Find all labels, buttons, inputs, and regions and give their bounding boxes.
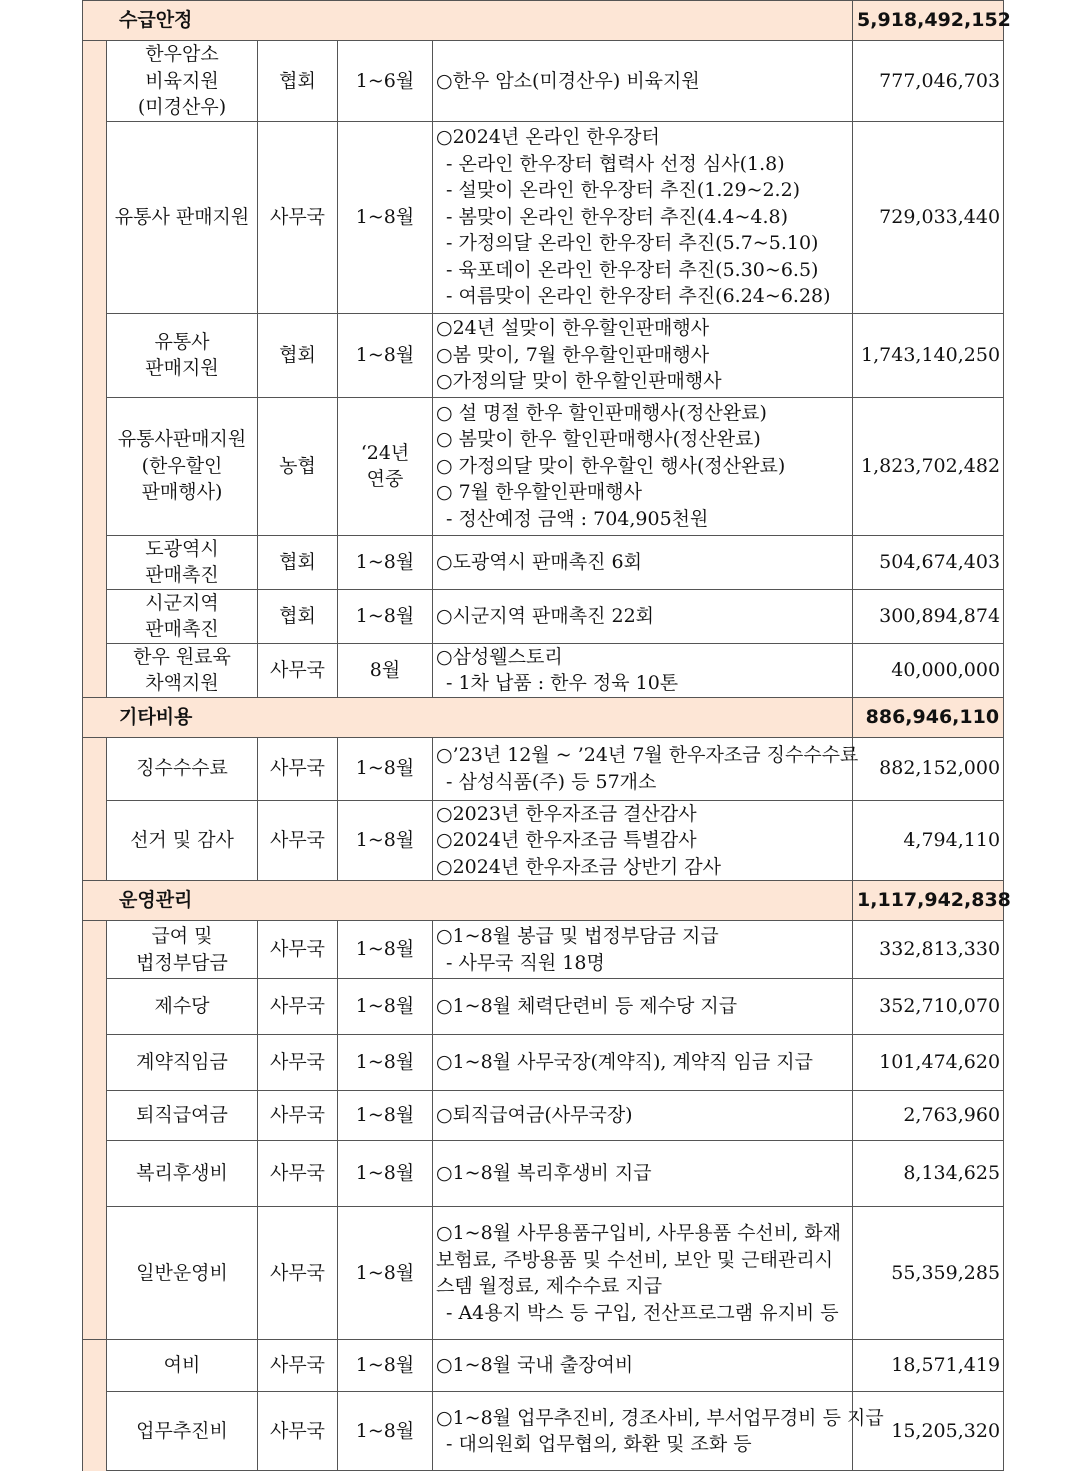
cell-line: 1~8월	[355, 550, 415, 573]
cell-line: 1~8월	[355, 604, 415, 627]
dept-cell	[258, 397, 338, 535]
section-total: 886,946,110	[853, 697, 1004, 737]
amount-cell: 504,674,403	[853, 535, 1004, 589]
indent-bar	[83, 643, 107, 697]
cell-line: 사무국	[269, 1419, 326, 1442]
table-row	[83, 979, 1004, 1035]
period-cell	[338, 1207, 433, 1340]
cell-line: 징수수수료	[136, 757, 228, 780]
item-cell	[107, 313, 258, 397]
dept-cell	[258, 1035, 338, 1091]
dept-cell	[258, 921, 338, 979]
cell-line: 한우암소	[145, 43, 219, 65]
indent-bar	[83, 737, 107, 800]
cell-line: 유통사	[154, 330, 210, 353]
table-row	[83, 800, 1004, 881]
item-cell	[107, 1207, 258, 1340]
period-cell	[338, 921, 433, 979]
detail-cell	[433, 1207, 853, 1340]
detail-cell	[433, 737, 859, 800]
detail-cell	[433, 313, 853, 397]
item-cell	[107, 1035, 258, 1091]
cell-line: 연중	[366, 468, 404, 490]
dept-cell	[258, 1141, 338, 1207]
item-cell	[107, 921, 258, 979]
indent-bar	[83, 397, 107, 535]
dept-cell	[258, 535, 338, 589]
cell-line: 사무국	[269, 938, 326, 961]
table-row	[83, 921, 1004, 979]
cell-line: ○ 봄맞이 한우 할인판매행사(정산완료)	[436, 428, 761, 451]
amount-cell: 40,000,000	[853, 643, 1004, 697]
cell-line: ○2024년 한우자조금 상반기 감사	[436, 855, 721, 878]
cell-line: 제수당	[154, 995, 210, 1018]
detail-cell	[433, 643, 853, 697]
section-title: 수급안정	[83, 1, 853, 41]
section-title: 운영관리	[83, 881, 853, 921]
table-row	[83, 643, 1004, 697]
period-cell	[338, 589, 433, 643]
cell-line: ○24년 설맞이 한우할인판매행사	[436, 317, 710, 340]
cell-line: 판매지원	[145, 357, 219, 379]
period-cell	[338, 535, 433, 589]
item-cell	[107, 643, 258, 697]
cell-line: 선거 및 감사	[130, 829, 234, 851]
amount-cell: 729,033,440	[853, 121, 1004, 313]
cell-line: 1~8월	[355, 343, 415, 366]
table-row	[83, 1091, 1004, 1141]
cell-line: 급여 및	[151, 925, 213, 947]
cell-line: 1~8월	[355, 757, 415, 780]
cell-line: ○1~8월 사무용품구입비, 사무용품 수선비, 화재보험료, 주방용품 및 수선비, 보안 및 근태관리시스템 월정료, 제수수료 지급	[436, 1222, 841, 1297]
cell-line: 사무국	[269, 757, 326, 780]
cell-line: 1~8월	[355, 1104, 415, 1127]
period-cell	[338, 979, 433, 1035]
detail-cell	[433, 121, 853, 313]
dept-cell	[258, 1091, 338, 1141]
cell-line: (미경산우)	[137, 96, 227, 118]
indent-bar	[83, 1207, 107, 1340]
amount-cell: 101,474,620	[853, 1035, 1004, 1091]
dept-cell	[258, 643, 338, 697]
dept-cell	[258, 313, 338, 397]
detail-cell	[433, 1035, 853, 1091]
cell-line: ○시군지역 판매촉진 22회	[436, 604, 655, 627]
cell-line: - 정산예정 금액 : 704,905천원	[446, 507, 709, 530]
period-cell	[338, 313, 433, 397]
cell-line: 사무국	[269, 658, 326, 681]
cell-line: ○한우 암소(미경산우) 비육지원	[436, 69, 700, 92]
cell-line: 1~8월	[355, 995, 415, 1018]
cell-line: - 여름맞이 온라인 한우장터 추진(6.24~6.28)	[446, 285, 831, 308]
cell-line: 농협	[279, 454, 316, 477]
cell-line: 1~8월	[355, 1419, 415, 1442]
detail-cell	[433, 589, 853, 643]
indent-bar	[83, 535, 107, 589]
item-cell	[107, 800, 258, 881]
amount-cell: 1,823,702,482	[853, 397, 1004, 535]
cell-line: - 설맞이 온라인 한우장터 추진(1.29~2.2)	[446, 179, 801, 202]
cell-line: 법정부담금	[136, 951, 228, 974]
cell-line: - 봄맞이 온라인 한우장터 추진(4.4~4.8)	[446, 205, 789, 228]
cell-line: 업무추진비	[136, 1419, 228, 1442]
period-cell	[338, 643, 433, 697]
cell-line: 일반운영비	[136, 1261, 228, 1284]
indent-bar	[83, 1392, 107, 1471]
cell-line: 1~8월	[355, 205, 415, 228]
indent-bar	[83, 313, 107, 397]
cell-line: ○가정의달 맞이 한우할인판매행사	[436, 370, 722, 393]
table-row	[83, 1141, 1004, 1207]
cell-line: 판매행사)	[141, 481, 223, 504]
indent-bar	[83, 979, 107, 1035]
item-cell	[107, 1392, 258, 1471]
cell-line: ○도광역시 판매촉진 6회	[436, 550, 642, 573]
dept-cell	[258, 1392, 338, 1471]
cell-line: ○ 설 명절 한우 할인판매행사(정산완료)	[436, 401, 767, 424]
cell-line: 사무국	[269, 995, 326, 1018]
detail-cell	[433, 1141, 853, 1207]
table-row	[83, 1392, 1004, 1471]
item-cell	[107, 41, 258, 122]
cell-line: ○2024년 온라인 한우장터	[436, 126, 660, 149]
period-cell	[338, 1392, 433, 1471]
cell-line: 도광역시	[145, 537, 219, 560]
detail-cell	[433, 535, 853, 589]
cell-line: ‘24년	[360, 441, 410, 464]
table-row	[83, 589, 1004, 643]
period-cell	[338, 1091, 433, 1141]
detail-cell	[433, 921, 853, 979]
section-total: 5,918,492,152	[853, 1, 1004, 41]
cell-line: ○2023년 한우자조금 결산감사	[436, 802, 697, 825]
section-header-row	[83, 697, 1004, 737]
period-cell	[338, 1141, 433, 1207]
indent-bar	[83, 41, 107, 122]
cell-line: 1~8월	[355, 938, 415, 961]
indent-bar	[83, 1340, 107, 1392]
cell-line: ○1~8월 체력단련비 등 제수당 지급	[436, 995, 738, 1018]
indent-bar	[83, 921, 107, 979]
dept-cell	[258, 121, 338, 313]
amount-cell: 2,763,960	[853, 1091, 1004, 1141]
amount-cell: 4,794,110	[853, 800, 1004, 881]
indent-bar	[83, 800, 107, 881]
table-row	[83, 313, 1004, 397]
cell-line: 판매촉진	[145, 564, 219, 586]
cell-line: 유통사판매지원	[117, 428, 247, 451]
section-title: 기타비용	[83, 697, 853, 737]
period-cell	[338, 121, 433, 313]
indent-bar	[83, 1141, 107, 1207]
item-cell	[107, 737, 258, 800]
cell-line: ○2024년 한우자조금 특별감사	[436, 829, 697, 851]
budget-table	[82, 0, 1011, 1471]
cell-line: 여비	[163, 1354, 201, 1377]
dept-cell	[258, 979, 338, 1035]
cell-line: 협회	[279, 343, 316, 366]
item-cell	[107, 979, 258, 1035]
item-cell	[107, 1340, 258, 1392]
amount-cell: 300,894,874	[853, 589, 1004, 643]
cell-line: ○’23년 12월 ~ ’24년 7월 한우자조금 징수수수료	[436, 744, 859, 766]
detail-cell	[433, 979, 853, 1035]
cell-line: ○1~8월 업무추진비, 경조사비, 부서업무경비 등 지급	[436, 1406, 884, 1429]
indent-bar	[83, 1035, 107, 1091]
cell-line: 1~8월	[355, 1261, 415, 1284]
dept-cell	[258, 41, 338, 122]
detail-cell	[433, 1392, 884, 1471]
table-row	[83, 737, 1004, 800]
amount-cell: 15,205,320	[853, 1392, 1004, 1471]
cell-line: - A4용지 박스 등 구입, 전산프로그램 유지비 등	[446, 1301, 839, 1324]
cell-line: ○1~8월 국내 출장여비	[436, 1354, 634, 1377]
cell-line: - 가정의달 온라인 한우장터 추진(5.7~5.10)	[446, 232, 819, 255]
cell-line: 복리후생비	[136, 1162, 228, 1185]
period-cell	[338, 41, 433, 122]
dept-cell	[258, 1340, 338, 1392]
detail-cell	[433, 1091, 853, 1141]
cell-line: 8월	[369, 658, 401, 681]
detail-cell	[433, 41, 853, 122]
section-header-row	[83, 1, 1004, 41]
item-cell	[107, 535, 258, 589]
period-cell	[338, 1340, 433, 1392]
item-cell	[107, 397, 258, 535]
cell-line: 차액지원	[145, 672, 219, 694]
dept-cell	[258, 737, 338, 800]
amount-cell: 1,743,140,250	[853, 313, 1004, 397]
cell-line: - 사무국 직원 18명	[446, 951, 605, 974]
cell-line: ○ 7월 한우할인판매행사	[436, 481, 642, 504]
amount-cell: 882,152,000	[853, 737, 1004, 800]
item-cell	[107, 1141, 258, 1207]
cell-line: 협회	[279, 69, 316, 92]
cell-line: - 1차 납품 : 한우 정육 10톤	[446, 672, 679, 694]
amount-cell: 332,813,330	[853, 921, 1004, 979]
item-cell	[107, 589, 258, 643]
table-row	[83, 121, 1004, 313]
table-row	[83, 1207, 1004, 1340]
amount-cell: 8,134,625	[853, 1141, 1004, 1207]
dept-cell	[258, 589, 338, 643]
cell-line: ○1~8월 복리후생비 지급	[436, 1162, 652, 1185]
cell-line: 사무국	[269, 1162, 326, 1185]
cell-line: - 대의원회 업무협의, 화환 및 조화 등	[446, 1433, 752, 1455]
cell-line: - 육포데이 온라인 한우장터 추진(5.30~6.5)	[446, 258, 819, 281]
table-row	[83, 41, 1004, 122]
cell-line: 1~8월	[355, 829, 415, 851]
dept-cell	[258, 800, 338, 881]
cell-line: 협회	[279, 604, 316, 627]
cell-line: 사무국	[269, 1051, 326, 1074]
cell-line: 1~6월	[355, 69, 415, 92]
period-cell	[338, 800, 433, 881]
amount-cell: 777,046,703	[853, 41, 1004, 122]
amount-cell: 55,359,285	[853, 1207, 1004, 1340]
cell-line: 사무국	[269, 1354, 326, 1377]
cell-line: ○봄 맞이, 7월 한우할인판매행사	[436, 343, 710, 366]
cell-line: 1~8월	[355, 1354, 415, 1377]
cell-line: - 삼성식품(주) 등 57개소	[446, 770, 657, 793]
amount-cell: 352,710,070	[853, 979, 1004, 1035]
cell-line: 사무국	[269, 205, 326, 228]
detail-cell	[433, 397, 853, 535]
period-cell	[338, 737, 433, 800]
cell-line: 사무국	[269, 829, 326, 851]
period-cell	[338, 397, 433, 535]
cell-line: ○1~8월 사무국장(계약직), 계약직 임금 지급	[436, 1051, 814, 1074]
table-row	[83, 1340, 1004, 1392]
cell-line: ○ 가정의달 맞이 한우할인 행사(정산완료)	[436, 454, 786, 477]
table-row	[83, 535, 1004, 589]
section-total: 1,117,942,838	[853, 881, 1004, 921]
period-cell	[338, 1035, 433, 1091]
indent-bar	[83, 121, 107, 313]
cell-line: 유통사 판매지원	[114, 205, 250, 228]
cell-line: ○퇴직급여금(사무국장)	[436, 1104, 633, 1127]
detail-cell	[433, 1340, 853, 1392]
cell-line: 1~8월	[355, 1162, 415, 1185]
cell-line: 협회	[279, 550, 316, 573]
item-cell	[107, 1091, 258, 1141]
section-header-row	[83, 881, 1004, 921]
cell-line: ○삼성웰스토리	[436, 645, 563, 668]
cell-line: 사무국	[269, 1261, 326, 1284]
cell-line: 퇴직급여금	[136, 1104, 228, 1127]
detail-cell	[433, 800, 853, 881]
table-row	[83, 397, 1004, 535]
table-row	[83, 1035, 1004, 1091]
cell-line: 한우 원료육	[133, 645, 231, 668]
cell-line: 비육지원	[145, 69, 219, 92]
cell-line: (한우할인	[141, 454, 223, 477]
amount-cell: 18,571,419	[853, 1340, 1004, 1392]
item-cell	[107, 121, 258, 313]
dept-cell	[258, 1207, 338, 1340]
cell-line: 사무국	[269, 1104, 326, 1127]
cell-line: 판매촉진	[145, 618, 219, 640]
indent-bar	[83, 1091, 107, 1141]
cell-line: - 온라인 한우장터 협력사 선정 심사(1.8)	[446, 152, 785, 175]
cell-line: 계약직임금	[136, 1051, 228, 1074]
cell-line: 시군지역	[145, 591, 219, 614]
indent-bar	[83, 589, 107, 643]
cell-line: ○1~8월 봉급 및 법정부담금 지급	[436, 925, 719, 947]
cell-line: 1~8월	[355, 1051, 415, 1074]
